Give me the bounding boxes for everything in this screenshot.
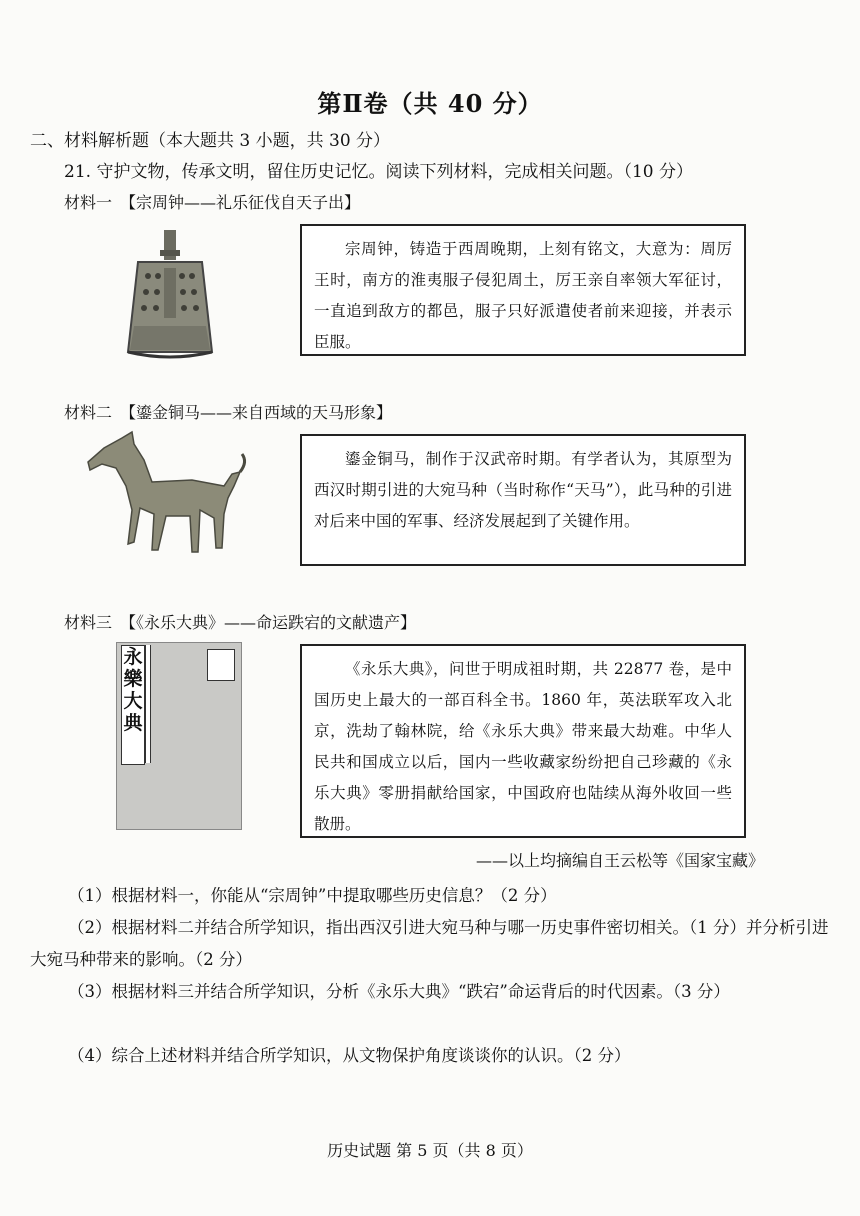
subquestion-4: （4）综合上述材料并结合所学知识，从文物保护角度谈谈你的认识。（2 分） — [68, 1046, 631, 1065]
material-1-label: 材料一 【宗周钟——礼乐征伐自天子出】 — [64, 193, 361, 212]
subquestion-3: （3）根据材料三并结合所学知识，分析《永乐大典》“跌宕”命运背后的时代因素。（3 分） — [68, 982, 730, 1001]
section-heading: 二、材料解析题（本大题共 3 小题，共 30 分） — [30, 131, 391, 151]
question-stem: 21. 守护文物，传承文明，留住历史记忆。阅读下列材料，完成相关问题。（10 分） — [64, 162, 693, 182]
subquestion-2: （2）根据材料二并结合所学知识，指出西汉引进大宛马种与哪一历史事件密切相关。（1 分）并分析引进大宛马种带来的影响。（2 分） — [30, 918, 829, 969]
bronze-bell-image — [120, 228, 220, 363]
exam-part-title: 第Ⅱ卷（共 40 分） — [317, 89, 543, 118]
gilt-bronze-horse-image — [82, 430, 254, 570]
material-1-text: 宗周钟，铸造于西周晚期，上刻有铭文，大意为：周厉王时，南方的淮夷服子侵犯周土，厉王亲自率领大军征讨，一直追到敌方的都邑，服子只好派遣使者前来迎接，并表示臣服。 — [300, 224, 746, 356]
book-title-slip: 永樂大典 — [121, 645, 145, 765]
material-2-label: 材料二 【鎏金铜马——来自西域的天马形象】 — [64, 403, 393, 422]
material-2-text: 鎏金铜马，制作于汉武帝时期。有学者认为，其原型为西汉时期引进的大宛马种（当时称作“天马”），此马种的引进对后来中国的军事、经济发展起到了关键作用。 — [300, 434, 746, 566]
source-citation: ——以上均摘编自王云松等《国家宝藏》 — [475, 851, 764, 870]
material-3-text: 《永乐大典》，问世于明成祖时期，共 22877 卷，是中国历史上最大的一部百科全书。1860 年，英法联军攻入北京，洗劫了翰林院，给《永乐大典》带来最大劫难。中华人民共和国成立以后，国内一些收藏家纷纷把自己珍藏的《永乐大典》零册捐献给国家，中国政府也陆续从海外收回一些散册。 — [300, 644, 746, 838]
page-footer: 历史试题 第 5 页（共 8 页） — [327, 1141, 533, 1160]
material-3-label: 材料三 【《永乐大典》——命运跌宕的文献遗产】 — [64, 613, 417, 632]
yongle-encyclopedia-cover-image — [116, 642, 242, 830]
subquestion-1: （1）根据材料一，你能从“宗周钟”中提取哪些历史信息？（2 分） — [68, 886, 557, 905]
